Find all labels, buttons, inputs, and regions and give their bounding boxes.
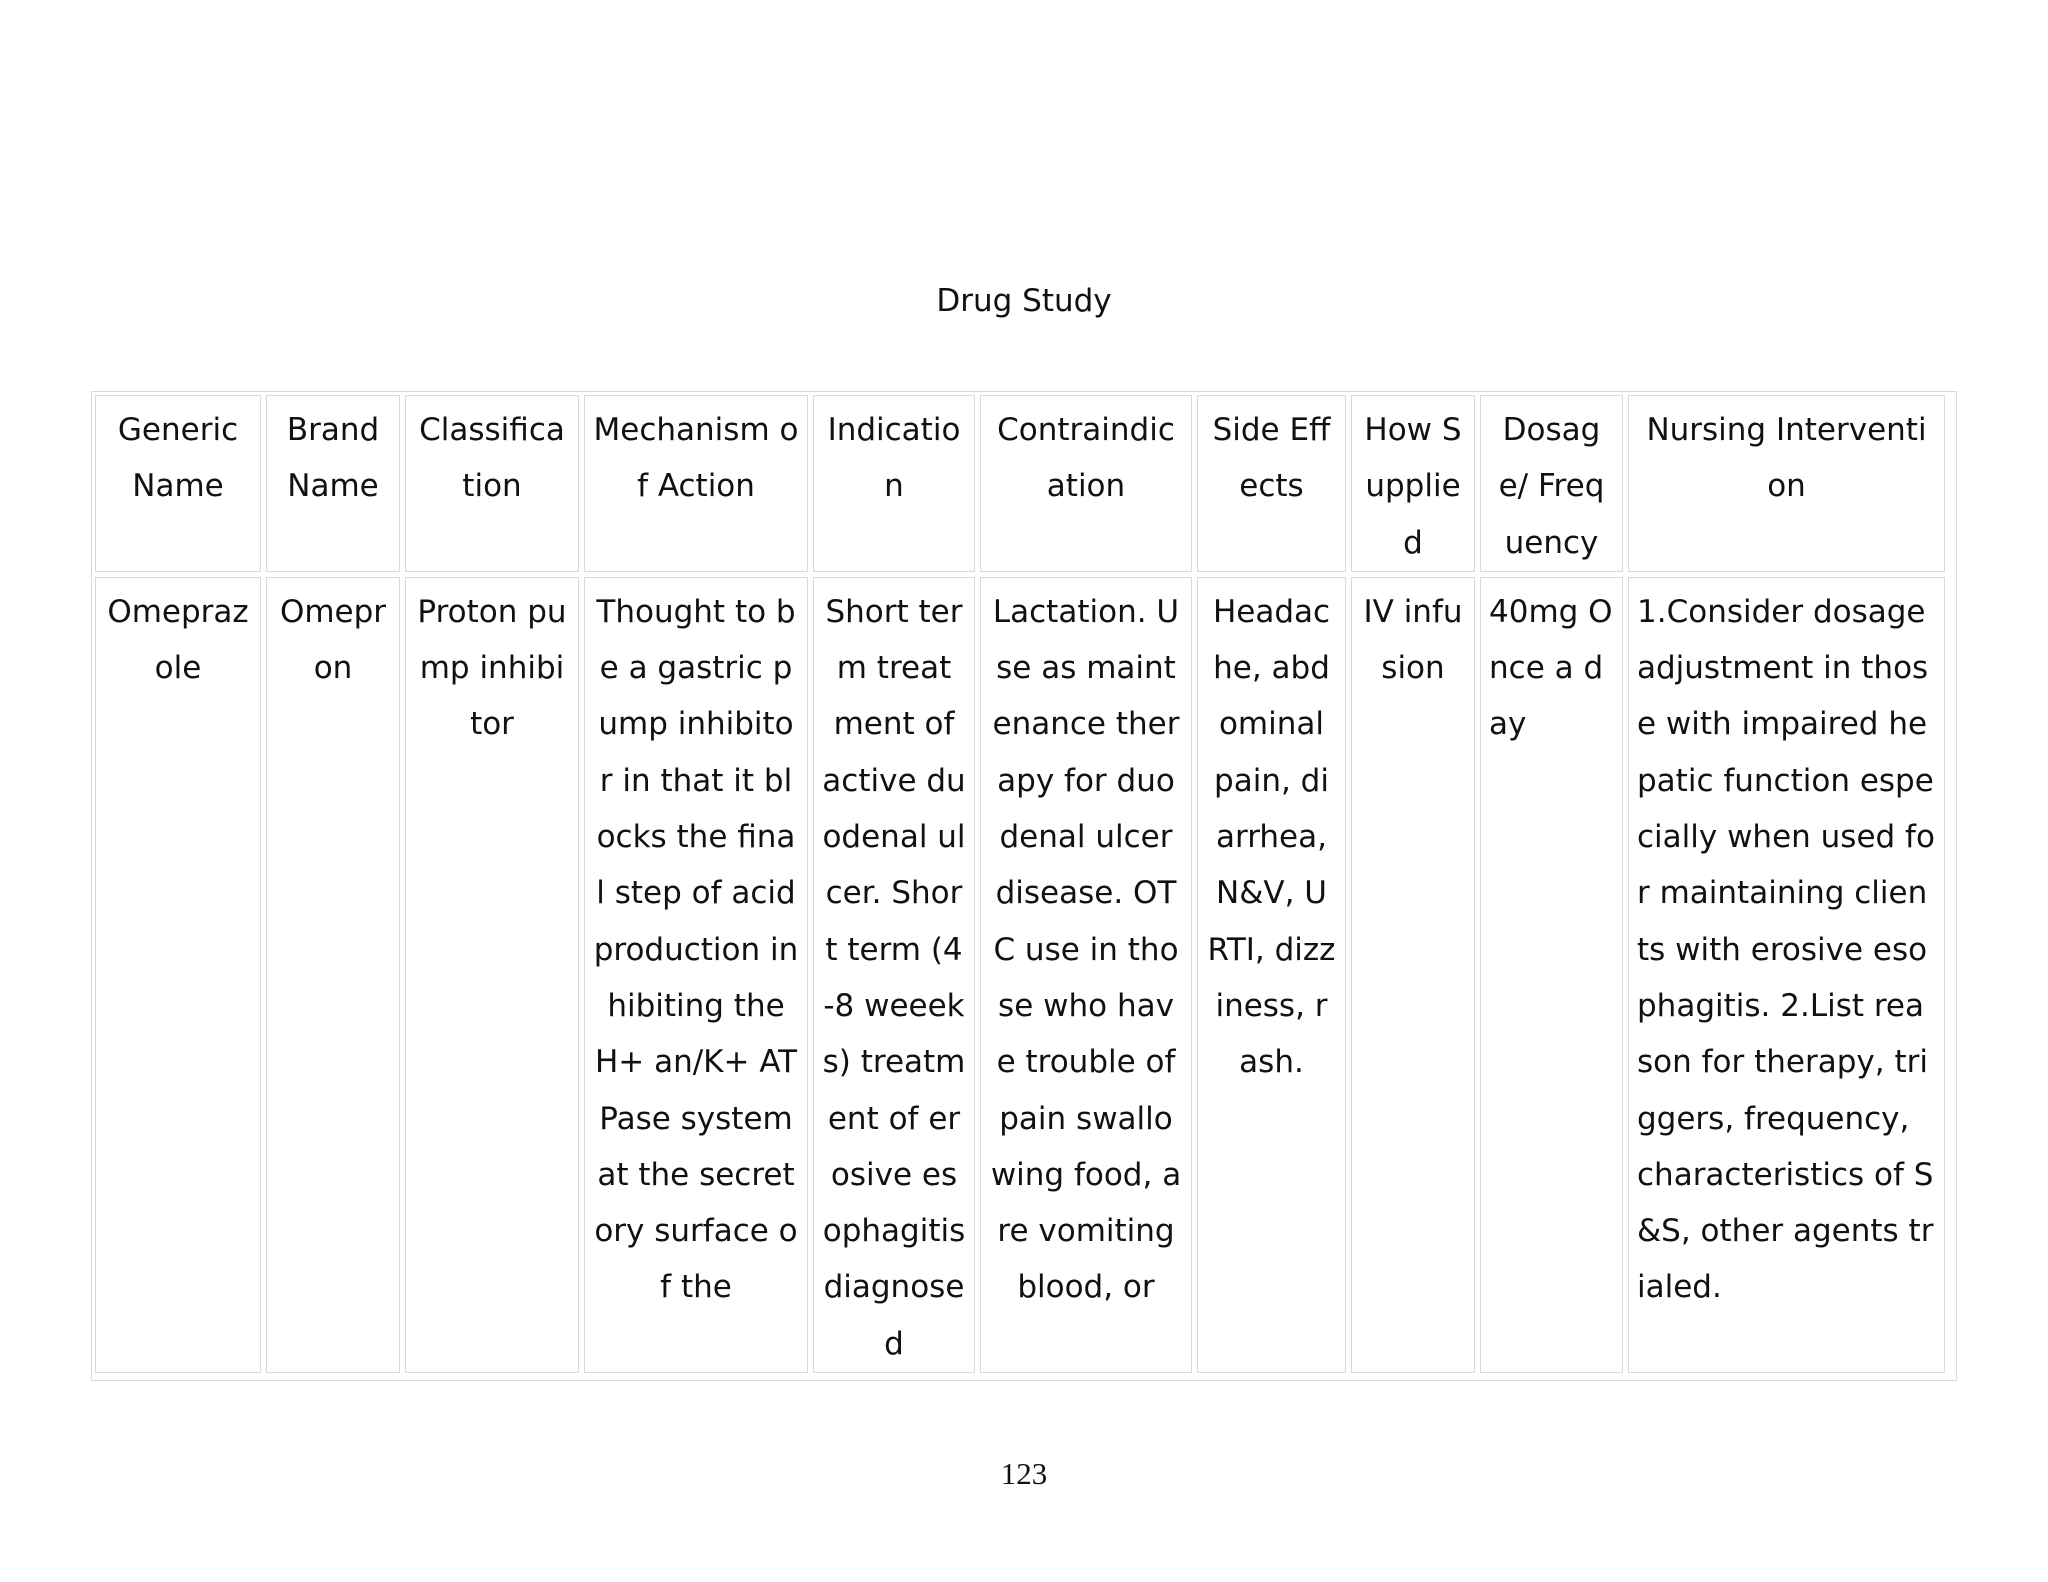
drug-study-table-frame (91, 391, 1957, 1381)
header-side-effects: Side Effects (1197, 395, 1346, 572)
cell-mechanism-of-action: Thought to be a gastric pump inhibitor in that it blocks the final step of acid production inhibiting the H+ an/K+ ATPase system at the secretory surface of the (584, 577, 808, 1373)
header-dosage-frequency: Dosage/ Frequency (1480, 395, 1623, 572)
header-how-supplied: How Supplied (1351, 395, 1475, 572)
cell-side-effects: Headache, abdominal pain, diarrhea, N&V, URTI, dizziness, rash. (1197, 577, 1346, 1373)
header-mechanism-of-action: Mechanism of Action (584, 395, 808, 572)
header-nursing-intervention: Nursing Intervention (1628, 395, 1945, 572)
page-title: Drug Study (936, 283, 1112, 319)
drug-study-table (90, 390, 1950, 1378)
cell-classification: Proton pump inhibitor (405, 577, 579, 1373)
cell-dosage-frequency: 40mg Once a day (1480, 577, 1623, 1373)
cell-nursing-intervention: 1.Consider dosage adjustment in those with impaired hepatic function especially when used for maintaining clients with erosive esophagitis. 2.List reason for therapy, triggers, frequency, characteristics of S&S, other agents trialed. (1628, 577, 1945, 1373)
header-classification: Classification (405, 395, 579, 572)
page-number: 123 (1000, 1456, 1048, 1491)
cell-indication: Short term treatment of active duodenal ulcer. Short term (4-8 weeeks) treatment of erosive esophagitis diagnosed (813, 577, 975, 1373)
cell-generic-name: Omeprazole (95, 577, 261, 1373)
header-generic-name: Generic Name (95, 395, 261, 572)
cell-contraindication: Lactation. Use as maintenance therapy for duodenal ulcer disease. OTC use in those who have trouble of pain swallowing food, are vomiting blood, or (980, 577, 1192, 1373)
header-brand-name: Brand Name (266, 395, 400, 572)
header-indication: Indication (813, 395, 975, 572)
header-contraindication: Contraindication (980, 395, 1192, 572)
cell-brand-name: Omepron (266, 577, 400, 1373)
cell-how-supplied: IV infusion (1351, 577, 1475, 1373)
table-header-row (95, 395, 1945, 572)
table-row (95, 577, 1945, 1373)
